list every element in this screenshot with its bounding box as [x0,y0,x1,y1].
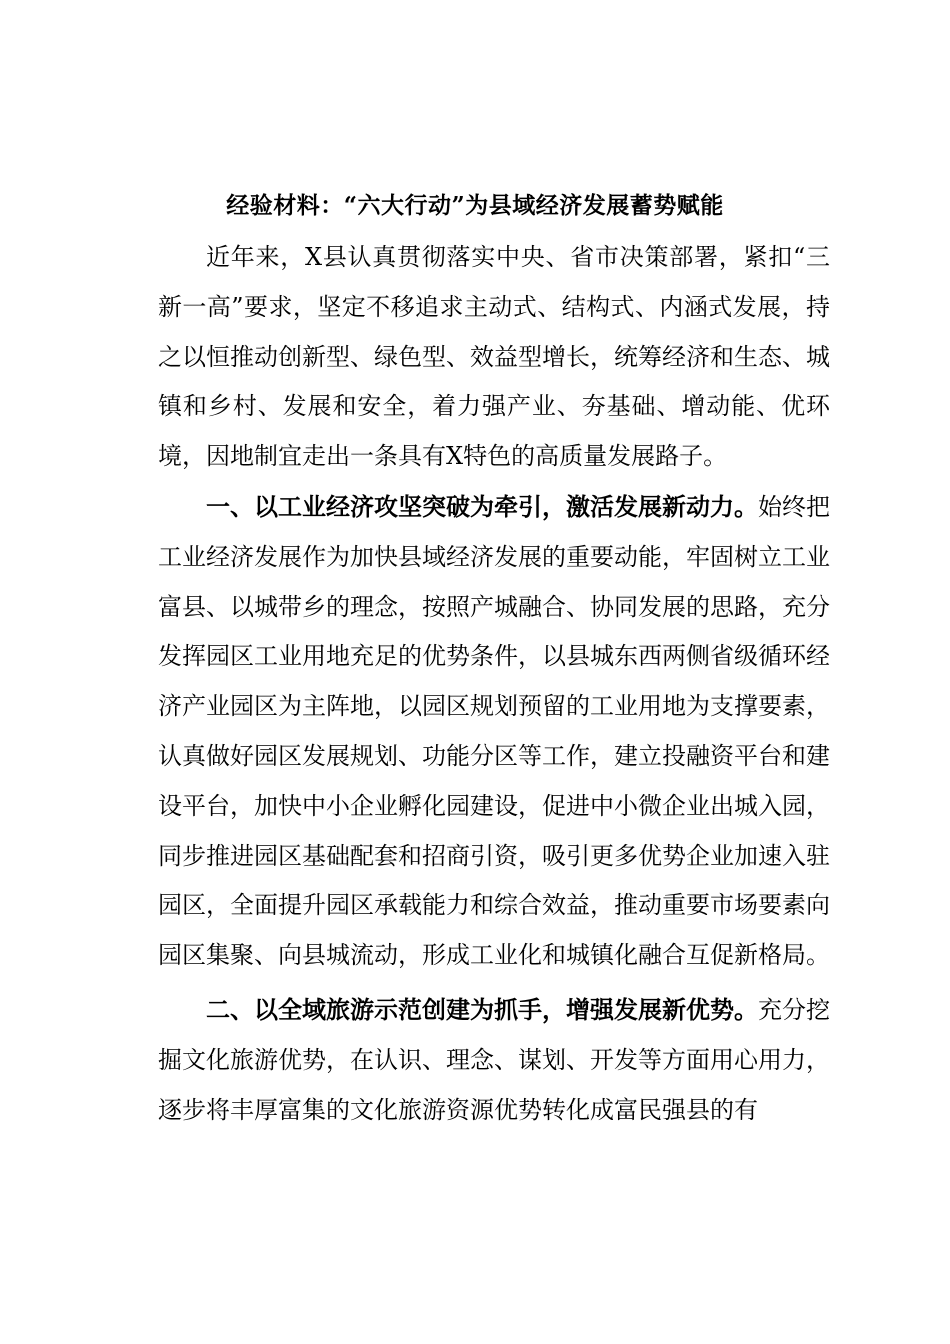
document-title: 经验材料：“六大行动”为县域经济发展蓄势赋能 [226,192,724,219]
section-two-paragraph [158,985,830,1135]
section-one-heading: 一、以工业经济攻坚突破为牵引，激活发展新动力。 [206,491,758,521]
intro-paragraph-text: 近年来，X县认真贯彻落实中央、省市决策部署，紧扣“三新一高”要求，坚定不移追求主动式、结构式、内涵式发展，持之以恒推动创新型、绿色型、效益型增长，统筹经济和生态、城镇和乡村、发展和安全，着力强产业、夯基础、增动能、优环境，因地制宜走出一条具有X特色的高质量发展路子。 [158,243,830,471]
section-two-text: 充分挖掘文化旅游优势，在认识、理念、谋划、开发等方面用心用力，逐步将丰厚富集的文化旅游资源优势转化成富民强县的有 [158,995,830,1124]
section-one-text: 始终把工业经济发展作为加快县域经济发展的重要动能，牢固树立工业富县、以城带乡的理念，按照产城融合、协同发展的思路，充分发挥园区工业用地充足的优势条件，以县城东西两侧省级循环经济产业园区为主阵地，以园区规划预留的工业用地为支撑要素，认真做好园区发展规划、功能分区等工作，建立投融资平台和建设平台，加快中小企业孵化园建设，促进中小微企业出城入园，同步推进园区基础配套和招商引资，吸引更多优势企业加速入驻园区，全面提升园区承载能力和综合效益，推动重要市场要素向园区集聚、向县城流动，形成工业化和城镇化融合互促新格局。 [158,492,830,970]
document-body [158,233,830,1135]
section-one-paragraph [158,482,830,981]
intro-paragraph [158,233,830,482]
section-two-heading: 二、以全域旅游示范创建为抓手，增强发展新优势。 [206,994,758,1024]
